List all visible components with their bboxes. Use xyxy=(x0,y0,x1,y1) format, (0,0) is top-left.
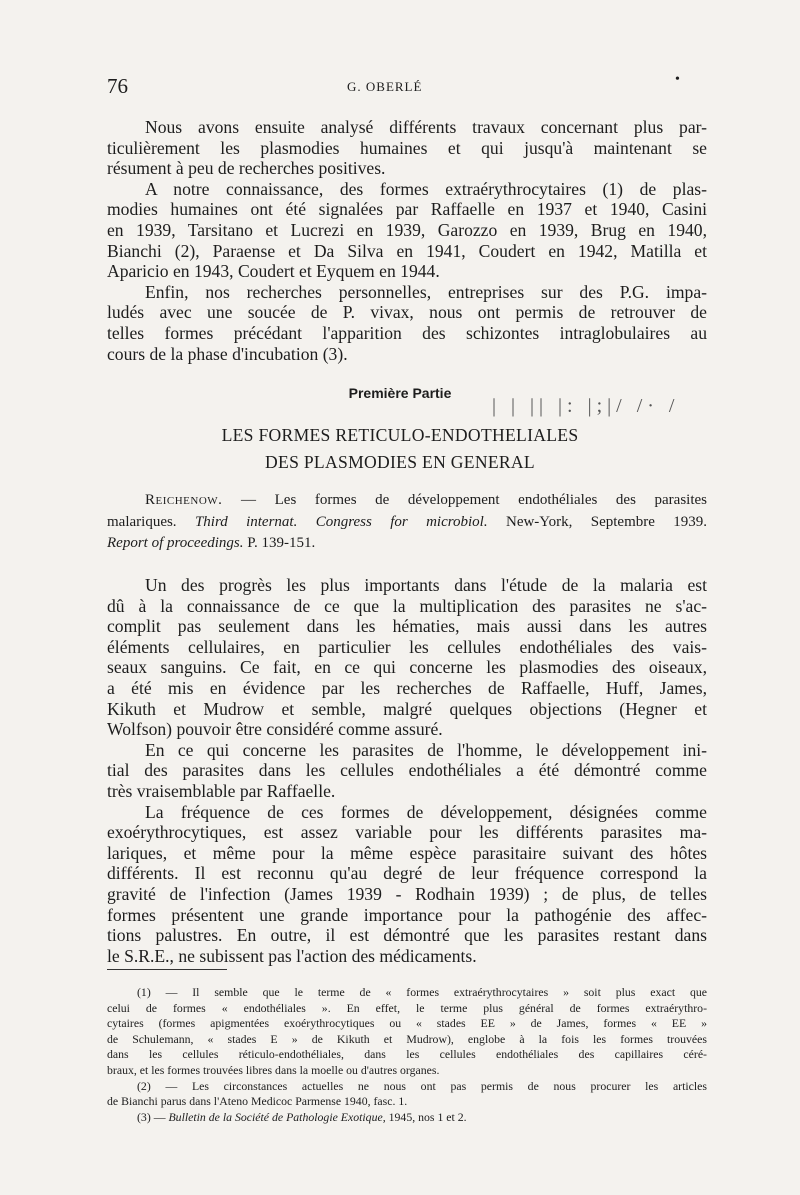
reference-journal: Third internat. Congress for microbiol. xyxy=(194,513,488,530)
footnote-line: cytaires (formes apigmentées exoérythrocytiques ou « stades EE » de James, formes « EE » xyxy=(107,1016,707,1031)
reference-line xyxy=(107,533,707,555)
text-line: le S.R.E., ne subissent pas l'action des médicaments. xyxy=(107,945,477,966)
page-number: 76 xyxy=(107,74,128,98)
text-line: La fréquence de ces formes de développement, désignées comme xyxy=(145,801,707,822)
text-line: en 1939, Tarsitano et Lucrezi en 1939, Garozzo en 1939, Brug en 1940, xyxy=(107,219,707,240)
footnote-line: braux, et les formes trouvées libres dans la moelle ou d'autres organes. xyxy=(107,1062,440,1077)
text-line: ticulièrement les plasmodies humaines et qui jusqu'à maintenant se xyxy=(107,137,707,158)
header-mark: • xyxy=(675,72,680,87)
text-line: ludés avec une soucée de P. vivax, nous ont permis de retrouver de xyxy=(107,302,707,323)
text-line: complit pas seulement dans les hématies, mais aussi dans les autres xyxy=(107,616,707,637)
reference-text: — Les formes de développement endothéliales des parasites xyxy=(241,492,707,508)
footnote-rule xyxy=(107,969,227,970)
footnotes xyxy=(107,985,707,1125)
footnote-number: (3) — xyxy=(137,1109,166,1124)
reference-author: Reichenow. xyxy=(145,492,223,508)
text-line: Wolfson) pouvoir être considéré comme assuré. xyxy=(107,719,443,740)
footnote-line: celui de formes « endothéliales ». En effet, le terme plus général de formes extraérythro- xyxy=(107,1000,707,1015)
footnote-line xyxy=(107,1110,707,1126)
text-line: a été mis en évidence par les recherches de Raffaelle, Huff, James, xyxy=(107,677,707,698)
section-title: LES FORMES RETICULO-ENDOTHELIALES xyxy=(221,425,579,445)
text-line: Kikuth et Mudrow et semble, malgré quelques objections (Hegner et xyxy=(107,698,707,719)
text-line: dû à la connaissance de ce que la multiplication des parasites ne s'ac- xyxy=(107,595,707,616)
part-title: Première Partie xyxy=(348,385,452,401)
section-subtitle: DES PLASMODIES EN GENERAL xyxy=(265,452,535,472)
text-line: Nous avons ensuite analysé différents travaux concernant plus par- xyxy=(145,117,707,137)
running-head: G. OBERLÉ xyxy=(347,79,423,94)
footnote-text: 1945, nos 1 et 2. xyxy=(388,1109,467,1124)
text-line: A notre connaissance, des formes extraérythrocytaires (1) de plas- xyxy=(145,178,707,199)
reference-proceedings: Report of proceedings. xyxy=(107,535,244,551)
text-line: seaux sanguins. Ce fait, en ce qui concerne les plasmodies des oiseaux, xyxy=(107,657,707,678)
text-line: différents. Il est reconnu qu'au degré de leur fréquence correspond la xyxy=(107,863,707,884)
text-line: formes présentent une grande importance pour la pathogénie des affec- xyxy=(107,904,707,925)
text-line: lariques, et même pour la même espèce parasitaire suivant des hôtes xyxy=(107,842,707,863)
text-line: Un des progrès les plus importants dans l'étude de la malaria est xyxy=(145,575,707,595)
reference-line xyxy=(107,490,707,512)
reference-text: malariques. xyxy=(107,513,177,530)
text-line: Enfin, nos recherches personnelles, entreprises sur des P.G. impa- xyxy=(145,281,707,302)
faint-stamp-marks: | | || |: |;|/ /· / xyxy=(492,395,680,417)
text-line: Aparicio en 1943, Coudert et Eyquem en 1944. xyxy=(107,261,440,282)
bibliographic-reference xyxy=(107,490,707,555)
text-line: très vraisemblable par Raffaelle. xyxy=(107,780,336,801)
footnote-line: dans les cellules réticulo-endothéliales, dans les cellules endothéliales des capillaires céré- xyxy=(107,1047,707,1062)
intro-text xyxy=(107,117,707,364)
footnote-line: (1) — Il semble que le terme de « formes extraérythrocytaires » soit plus exact que xyxy=(137,985,707,999)
reference-line xyxy=(107,512,707,534)
footnote-line: de Schulemann, « stades E » de Kikuth et Mudrow), englobe à la fois les formes trouvées xyxy=(107,1031,707,1046)
page-header xyxy=(107,74,707,98)
text-line: cours de la phase d'incubation (3). xyxy=(107,343,348,364)
text-line: éléments cellulaires, en particulier les cellules endothéliales des vais- xyxy=(107,636,707,657)
text-line: résument à peu de recherches positives. xyxy=(107,158,386,179)
body-text xyxy=(107,575,707,966)
footnote-journal: Bulletin de la Société de Pathologie Exotique, xyxy=(168,1109,386,1124)
text-line: telles formes précédant l'apparition des schizontes intraglobulaires au xyxy=(107,322,707,343)
text-line: Bianchi (2), Paraense et Da Silva en 1941, Coudert en 1942, Matilla et xyxy=(107,240,707,261)
text-line: tial des parasites dans les cellules endothéliales a été démontré comme xyxy=(107,760,707,781)
footnote-line: (2) — Les circonstances actuelles ne nous ont pas permis de nous procurer les articles xyxy=(137,1078,707,1093)
text-line: modies humaines ont été signalées par Raffaelle en 1937 et 1940, Casini xyxy=(107,199,707,220)
text-line: exoérythrocytiques, est assez variable pour les différents parasites ma- xyxy=(107,822,707,843)
footnote-line: de Bianchi parus dans l'Ateno Medicoc Parmense 1940, fasc. 1. xyxy=(107,1094,408,1109)
reference-pages: P. 139-151. xyxy=(247,535,316,551)
text-line: gravité de l'infection (James 1939 - Rodhain 1939) ; de plus, de telles xyxy=(107,883,707,904)
text-line: En ce qui concerne les parasites de l'homme, le développement ini- xyxy=(145,739,707,760)
text-line: tions palustres. En outre, il est démontré que les parasites restant dans xyxy=(107,925,707,946)
reference-text: New-York, Septembre 1939. xyxy=(505,513,708,530)
